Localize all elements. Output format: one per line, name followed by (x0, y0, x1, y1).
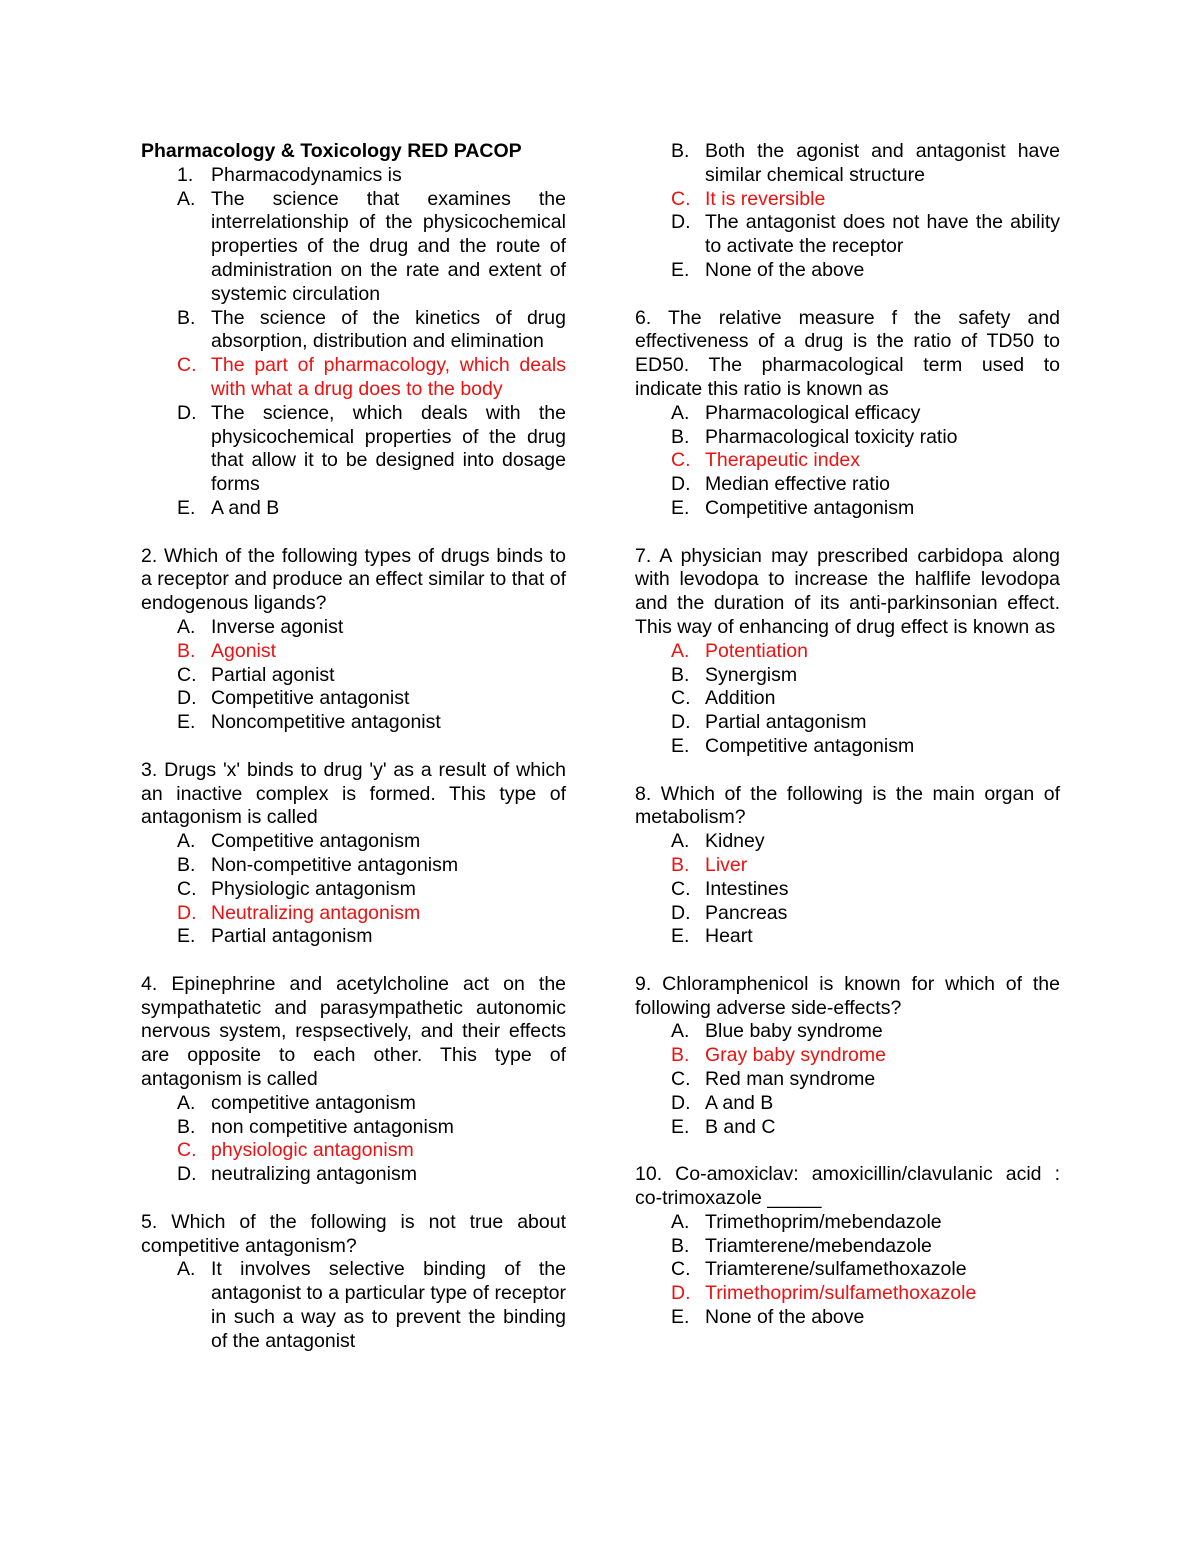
question-7 (635, 545, 1060, 759)
option (635, 1211, 1060, 1235)
option-letter: E. (671, 734, 690, 757)
question-9 (635, 973, 1060, 1140)
question-3 (141, 759, 566, 949)
option-text: Pancreas (705, 901, 788, 924)
option-letter: B. (177, 639, 196, 662)
question-number: 2. (141, 544, 158, 567)
option (141, 925, 566, 949)
option-text: B and C (705, 1115, 776, 1138)
option (635, 1092, 1060, 1116)
question-2 (141, 545, 566, 735)
option-text: It involves selective binding of the antagonist to a particular type of receptor in such a way as to prevent the binding of the antagonist (211, 1258, 566, 1352)
question-5 (635, 140, 1060, 283)
option-letter: D. (671, 1282, 691, 1305)
option-letter: A. (177, 830, 196, 853)
option-letter: A. (671, 1020, 690, 1043)
option-text: The science, which deals with the physicochemical properties of the drug that allow it to be designed into dosage forms (211, 401, 566, 496)
option-text: physiologic antagonism (211, 1139, 414, 1162)
question-text: The relative measure f the safety and effectiveness of a drug is the ratio of TD50 to ED50. The pharmacological term used to indicate this ratio is known as (635, 306, 1060, 400)
option-letter: E. (671, 496, 690, 519)
question-number: 8. (635, 782, 652, 805)
option-text: A and B (705, 1091, 774, 1114)
option (635, 497, 1060, 521)
option-text: Heart (705, 925, 753, 948)
option-text: The science that examines the interrelationship of the physicochemical properties of the drug and the route of administration on the rate and extent of systemic circulation (211, 187, 566, 305)
option (635, 830, 1060, 854)
option-letter: A. (177, 1258, 196, 1281)
option-text: A and B (211, 496, 280, 519)
option (141, 664, 566, 688)
option (141, 402, 566, 497)
option-letter: B. (671, 1044, 690, 1067)
option-letter: D. (671, 711, 691, 734)
question-stem (635, 545, 1060, 640)
answer-option (635, 449, 1060, 473)
question-stem (141, 545, 566, 616)
question-text: Which of the following is the main organ of metabolism? (635, 782, 1061, 829)
right-column (635, 140, 1060, 1354)
option-text: Therapeutic index (705, 449, 861, 472)
option-text: neutralizing antagonism (211, 1163, 417, 1186)
option-letter: A. (671, 639, 690, 662)
option-letter: E. (671, 258, 690, 281)
option-text: Competitive antagonism (705, 734, 915, 757)
option-letter: E. (177, 711, 196, 734)
option-letter: C. (177, 1139, 197, 1162)
option-letter: D. (671, 1091, 691, 1114)
option-letter: C. (671, 877, 691, 900)
option-text: Triamterene/sulfamethoxazole (705, 1258, 967, 1281)
option-letter: A. (671, 401, 690, 424)
option-text: non competitive antagonism (211, 1115, 454, 1138)
option-letter: C. (671, 687, 691, 710)
option-text: Trimethoprim/sulfamethoxazole (705, 1282, 977, 1305)
option (141, 307, 566, 355)
option (635, 711, 1060, 735)
option (141, 616, 566, 640)
option-letter: D. (177, 401, 197, 424)
question-stem (635, 973, 1060, 1021)
option (635, 1020, 1060, 1044)
option (141, 830, 566, 854)
question-8 (635, 783, 1060, 950)
option (635, 925, 1060, 949)
option-text: Non-competitive antagonism (211, 853, 459, 876)
question-stem (141, 164, 566, 188)
question-text: Which of the following is not true about competitive antagonism? (141, 1210, 566, 1257)
option-letter: C. (177, 663, 197, 686)
option-letter: C. (671, 1258, 691, 1281)
option (635, 140, 1060, 188)
option (141, 497, 566, 521)
question-stem (141, 759, 566, 830)
option-text: Physiologic antagonism (211, 877, 416, 900)
question-text: Drugs 'x' binds to drug 'y' as a result of which an inactive complex is formed. This type of antagonism is called (141, 758, 567, 829)
question-stem (141, 973, 566, 1092)
question-stem (141, 1211, 566, 1259)
option-text: Addition (705, 687, 776, 710)
option-text: Noncompetitive antagonist (211, 711, 441, 734)
answer-option (635, 188, 1060, 212)
option-text: Neutralizing antagonism (211, 901, 421, 924)
option-letter: A. (177, 1091, 196, 1114)
question-number: 6. (635, 306, 652, 329)
option-text: Inverse agonist (211, 615, 344, 638)
option-text: Liver (705, 853, 748, 876)
option-text: Partial agonist (211, 663, 335, 686)
option (635, 1258, 1060, 1282)
option-text: Both the agonist and antagonist have similar chemical structure (705, 140, 1060, 186)
question-number: 4. (141, 972, 158, 995)
answer-option (141, 354, 566, 402)
option-letter: C. (177, 354, 197, 377)
option-letter: B. (177, 1115, 196, 1138)
option (635, 211, 1060, 259)
option-text: Competitive antagonism (211, 830, 421, 853)
option-text: Kidney (705, 830, 765, 853)
option (635, 1116, 1060, 1140)
option-text: Agonist (211, 639, 277, 662)
option-text: None of the above (705, 258, 865, 281)
option-letter: D. (671, 473, 691, 496)
option-letter: E. (671, 925, 690, 948)
option-text: Pharmacological toxicity ratio (705, 425, 958, 448)
question-stem (635, 307, 1060, 402)
option (635, 687, 1060, 711)
option-letter: A. (671, 830, 690, 853)
answer-option (635, 854, 1060, 878)
question-number: 3. (141, 758, 158, 781)
option-letter: B. (671, 853, 690, 876)
option-letter: B. (177, 853, 196, 876)
option-letter: E. (671, 1115, 690, 1138)
option-text: Trimethoprim/mebendazole (705, 1210, 942, 1233)
option-text: The antagonist does not have the ability to activate the receptor (705, 211, 1060, 258)
option-text: Synergism (705, 663, 798, 686)
option-letter: B. (671, 140, 690, 162)
option-letter: E. (177, 925, 196, 948)
question-text: Chloramphenicol is known for which of the following adverse side-effects? (635, 972, 1060, 1019)
question-text: Pharmacodynamics is (211, 163, 402, 186)
option (635, 1306, 1060, 1330)
option-text: Competitive antagonism (705, 496, 915, 519)
question-10 (635, 1163, 1060, 1330)
option (635, 902, 1060, 926)
option-letter: A. (671, 1210, 690, 1233)
option-letter: C. (671, 187, 691, 210)
question-5 (141, 1211, 566, 1354)
option (635, 1235, 1060, 1259)
option-text: Partial antagonism (211, 925, 373, 948)
option (635, 1068, 1060, 1092)
option-letter: D. (177, 1163, 197, 1186)
option-letter: D. (177, 687, 197, 710)
question-stem (635, 1163, 1060, 1211)
question-4 (141, 973, 566, 1187)
option-text: Gray baby syndrome (705, 1044, 886, 1067)
option-text: Potentiation (705, 639, 808, 662)
answer-option (141, 640, 566, 664)
question-text: Co-amoxiclav: amoxicillin/clavulanic acid : co-trimoxazole _____ (635, 1163, 1060, 1210)
question-text: Epinephrine and acetylcholine act on the sympathatetic and parasympathetic autonomic nervous system, respsectively, and their effects are opposite to each other. This type of antagonism is called (141, 972, 567, 1091)
option-letter: C. (671, 1068, 691, 1091)
option-letter: B. (671, 663, 690, 686)
question-number: 7. (635, 544, 652, 567)
option-text: Blue baby syndrome (705, 1020, 883, 1043)
option-text: Intestines (705, 877, 789, 900)
option-letter: D. (671, 901, 691, 924)
option (141, 854, 566, 878)
answer-option (635, 1282, 1060, 1306)
option (141, 188, 566, 307)
left-column (141, 140, 566, 1354)
option (635, 664, 1060, 688)
question-number: 5. (141, 1210, 158, 1233)
option (141, 711, 566, 735)
option (141, 1092, 566, 1116)
option (635, 402, 1060, 426)
option-letter: D. (177, 901, 197, 924)
option-letter: B. (177, 306, 196, 329)
question-text: Which of the following types of drugs binds to a receptor and produce an effect similar to that of endogenous ligands? (141, 544, 567, 615)
option-text: Triamterene/mebendazole (705, 1234, 932, 1257)
option-letter: C. (671, 449, 691, 472)
answer-option (635, 640, 1060, 664)
answer-option (141, 1139, 566, 1163)
option (635, 259, 1060, 283)
option (141, 1116, 566, 1140)
option (635, 426, 1060, 450)
option-letter: E. (671, 1306, 690, 1329)
question-stem (635, 783, 1060, 831)
option-text: Partial antagonism (705, 711, 867, 734)
option (635, 473, 1060, 497)
option-text: Median effective ratio (705, 473, 890, 496)
question-number: 10. (635, 1163, 663, 1186)
answer-option (141, 902, 566, 926)
question-6 (635, 307, 1060, 521)
document-title: Pharmacology & Toxicology RED PACOP (141, 140, 522, 162)
option-text: competitive antagonism (211, 1091, 416, 1114)
option-letter: B. (671, 425, 690, 448)
answer-option (635, 1044, 1060, 1068)
option (141, 878, 566, 902)
option-letter: C. (177, 877, 197, 900)
option-letter: A. (177, 187, 196, 210)
option-text: It is reversible (705, 187, 826, 210)
option-letter: B. (671, 1234, 690, 1257)
option-letter: D. (671, 211, 691, 234)
option-text: The science of the kinetics of drug absorption, distribution and elimination (211, 306, 566, 353)
option-letter: A. (177, 615, 196, 638)
option-text: Pharmacological efficacy (705, 401, 921, 424)
option-text: Red man syndrome (705, 1068, 876, 1091)
option (141, 1258, 566, 1353)
option-text: Competitive antagonist (211, 687, 410, 710)
option-text: The part of pharmacology, which deals with what a drug does to the body (211, 354, 566, 400)
question-number: 9. (635, 972, 652, 995)
question-number: 1. (177, 163, 194, 186)
question-1 (141, 164, 566, 521)
question-text: A physician may prescribed carbidopa along with levodopa to increase the halflife levodopa and the duration of its anti-parkinsonian effect. This way of enhancing of drug effect is known as (635, 544, 1060, 638)
option (635, 878, 1060, 902)
option (141, 687, 566, 711)
option (141, 1163, 566, 1187)
option (635, 735, 1060, 759)
option-letter: E. (177, 496, 196, 519)
option-text: None of the above (705, 1306, 865, 1329)
